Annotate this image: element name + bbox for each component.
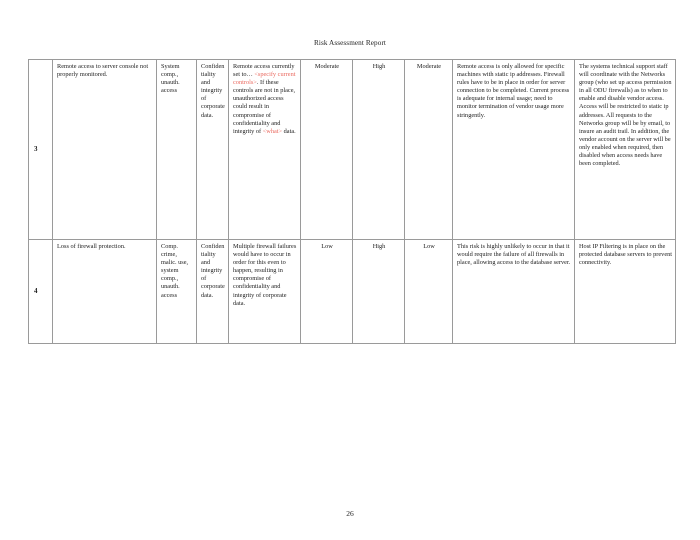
row-number: 4 <box>29 240 53 344</box>
existing-controls: Remote access is only allowed for specific machines with static ip addresses. Firewall rules have to be in place in order for server connection to be completed. Current process is adequate for internal usage; need to monitor termination of vendor usage more stringently. <box>453 60 575 240</box>
action-plan: The systems technical support staff will coordinate with the Networks group (who set up access permission in all ODU firewalls) as to when to enable and disable vendor access. Access will be restricted to static ip addresses. All requests to the Networks group will be by email, to insure an audit trail. In addition, the vendor account on the server will be only enabled when required, then disabled when access needs have been completed. <box>575 60 676 240</box>
table-row <box>29 60 676 240</box>
desc-post-text: data. <box>282 127 296 135</box>
action-plan: Host IP Filtering is in place on the protected database servers to prevent connectivity. <box>575 240 676 344</box>
likelihood-rating: Low <box>301 240 353 344</box>
desc-placeholder-controls: <specify current controls> <box>233 71 296 87</box>
table-row <box>29 240 676 344</box>
threat-source: System comp., unauth. access <box>157 60 197 240</box>
overall-risk-rating: Low <box>405 240 453 344</box>
risk-assessment-table <box>28 59 676 344</box>
existing-controls: This risk is highly unlikely to occur in that it would require the failure of all firewalls in place, allowing access to the database server. <box>453 240 575 344</box>
vulnerability-description <box>229 60 301 240</box>
vulnerability-text <box>233 243 297 308</box>
page-title: Risk Assessment Report <box>313 39 387 47</box>
vulnerability-text <box>233 63 297 136</box>
risk-description: Loss of firewall protection. <box>53 240 157 344</box>
severity-rating: High <box>353 240 405 344</box>
likelihood-rating: Moderate <box>301 60 353 240</box>
desc-pre-text: Multiple firewall failures would have to occur in order for this even to happen, resulting in compromise of confidentiality and integrity of corporate data. <box>233 243 297 307</box>
row-number: 3 <box>29 60 53 240</box>
vulnerability-description <box>229 240 301 344</box>
threat-source: Comp. crime, malic. use, system comp., unauth. access <box>157 240 197 344</box>
overall-risk-rating: Moderate <box>405 60 453 240</box>
desc-placeholder-what: <what> <box>262 127 283 135</box>
impact-area: Confidentiality and integrity of corporate data. <box>197 240 229 344</box>
risk-description: Remote access to server console not properly monitored. <box>53 60 157 240</box>
severity-rating: High <box>353 60 405 240</box>
impact-area: Confidentiality and integrity of corporate data. <box>197 60 229 240</box>
page-number: 26 <box>346 509 354 518</box>
desc-pre-text: Remote access currently set to… <box>233 63 295 79</box>
desc-mid-text: . If these controls are not in place, unauthorized access could result in compromise of confidentiality and integrity of <box>233 79 296 135</box>
